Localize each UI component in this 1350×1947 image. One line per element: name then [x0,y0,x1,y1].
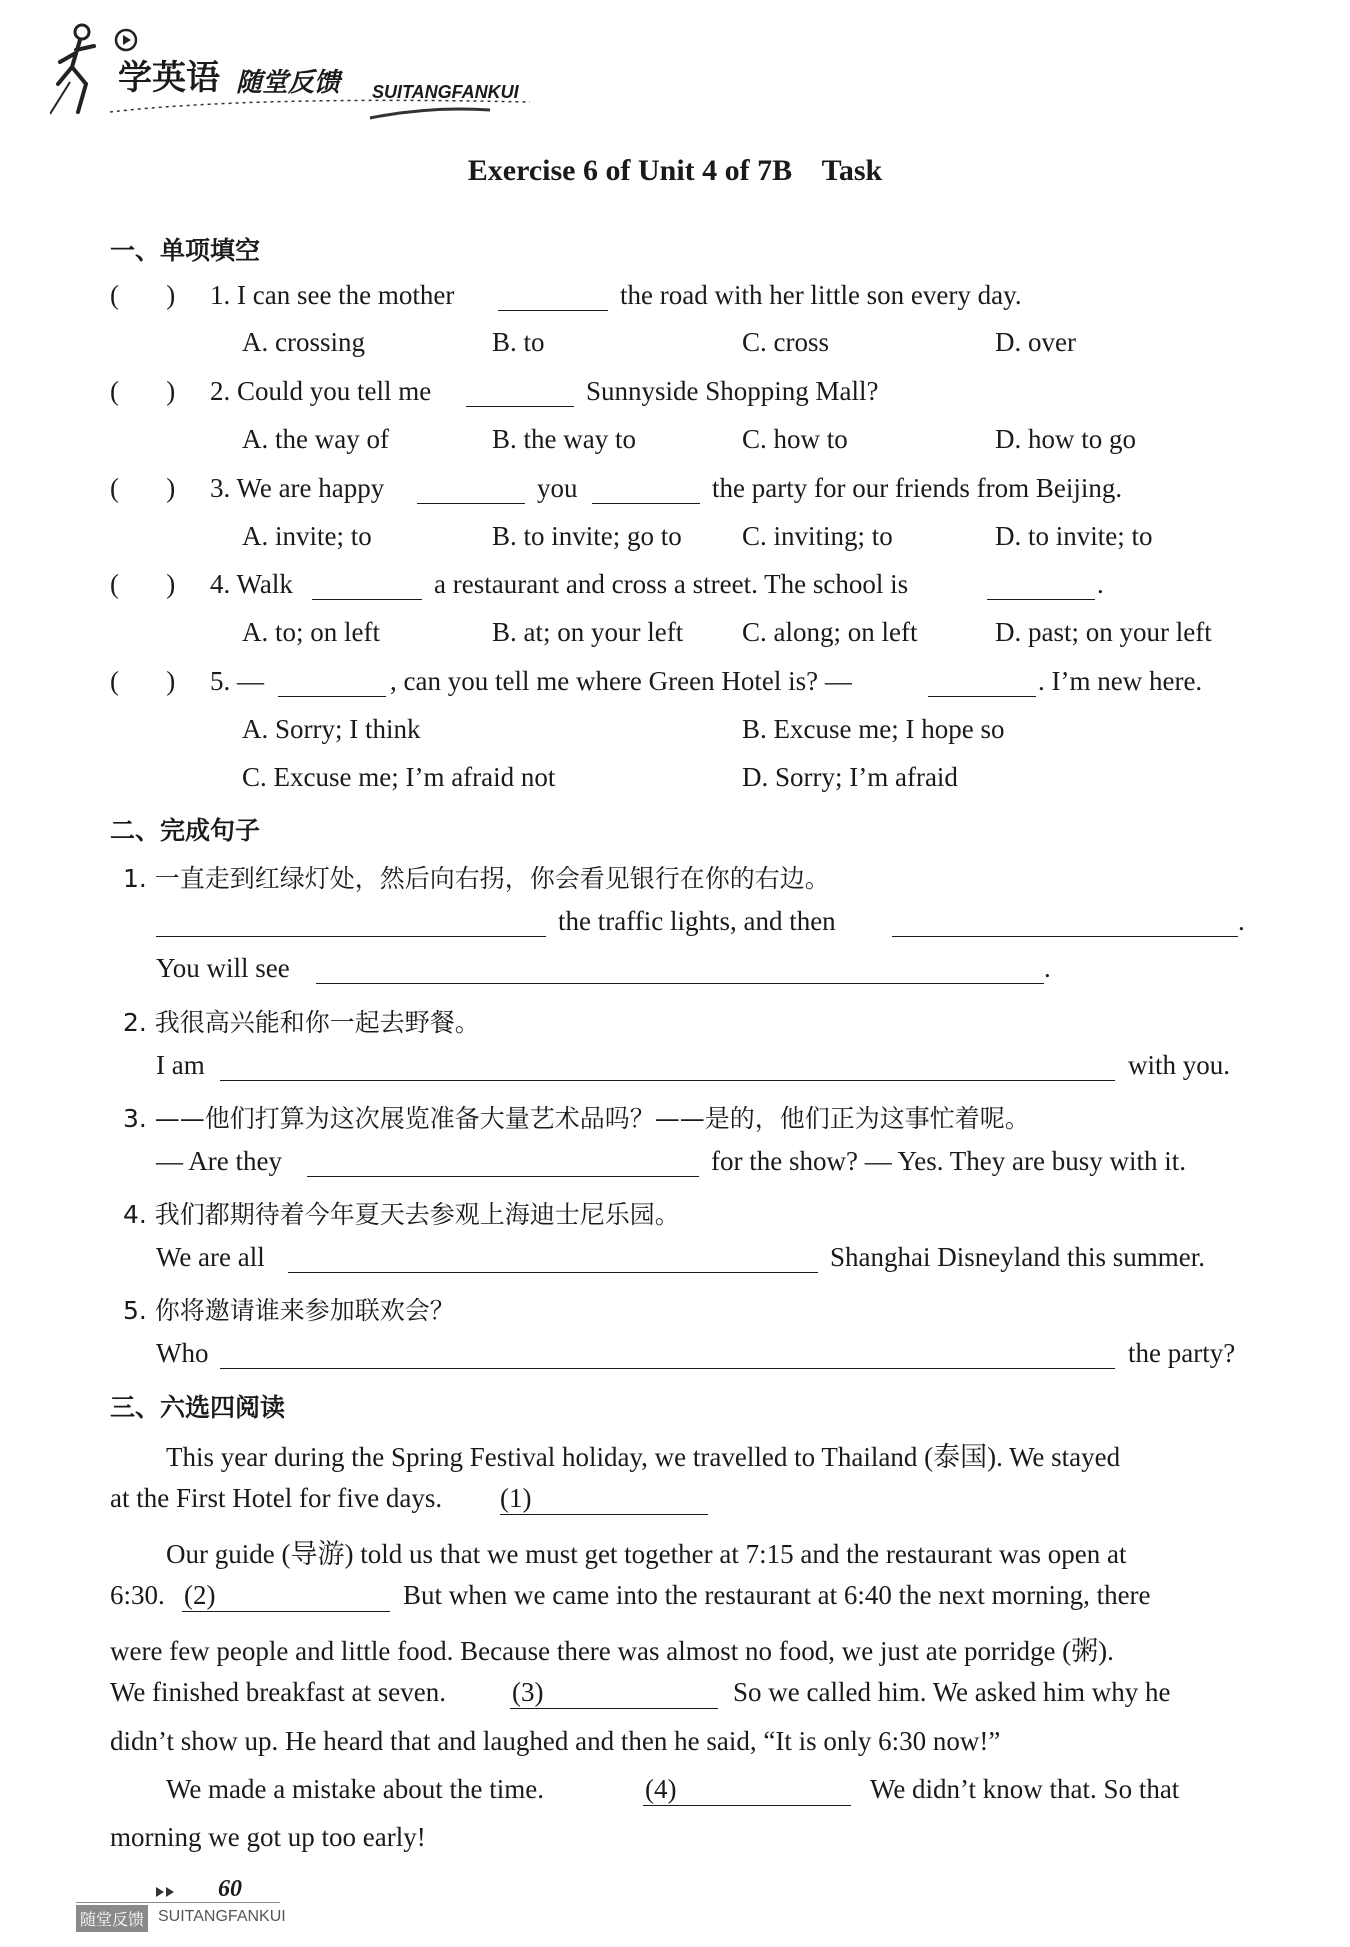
answer-paren[interactable]: ( ) [110,473,176,503]
sentence-text: . [1238,906,1245,936]
footer-rule [76,1902,280,1903]
answer-paren[interactable]: ( ) [110,569,176,599]
option: B. to [492,327,545,357]
answer-blank[interactable] [220,1368,1115,1369]
passage-line: at the First Hotel for five days. [110,1483,443,1513]
passage-line: So we called him. We asked him why he [733,1677,1171,1707]
question-stem: Sunnyside Shopping Mall? [586,376,879,406]
answer-blank[interactable] [156,936,546,937]
question-stem: 5. — [210,666,264,696]
sentence-text: Shanghai Disneyland this summer. [830,1242,1205,1272]
sentence-text: the traffic lights, and then [558,906,836,936]
passage-line: didn’t show up. He heard that and laughed and then he said, “It is only 6:30 now!” [110,1726,1001,1756]
passage-line: We finished breakfast at seven. [110,1677,446,1707]
sentence-prompt: 2. 我很高兴能和你一起去野餐。 [123,1008,480,1037]
option: A. the way of [242,424,389,454]
passage-line: But when we came into the restaurant at 6:40 the next morning, there [403,1580,1151,1610]
answer-blank[interactable] [220,1080,1115,1081]
page-title: Exercise 6 of Unit 4 of 7B Task [467,154,883,187]
sentence-text: with you. [1128,1050,1231,1080]
passage-line: We didn’t know that. So that [870,1774,1180,1804]
option: D. to invite; to [995,521,1153,551]
blank-label: (3) [512,1677,544,1707]
option: A. Sorry; I think [242,714,421,744]
answer-blank[interactable] [510,1708,718,1709]
sentence-prompt: 4. 我们都期待着今年夏天去参观上海迪士尼乐园。 [123,1200,680,1229]
footer-pinyin: SUITANGFANKUI [158,1908,286,1925]
logo-sub: 随堂反馈 [236,68,341,98]
logo-text: 学英语 [118,58,220,98]
option: D. over [995,327,1076,357]
answer-paren[interactable]: ( ) [110,280,176,310]
option: D. past; on your left [995,617,1212,647]
option: A. to; on left [242,617,380,647]
answer-blank[interactable] [500,1514,708,1515]
sentence-text: We are all [156,1242,265,1272]
question-stem: the road with her little son every day. [620,280,1022,310]
passage-line: We made a mistake about the time. [166,1774,544,1804]
sentence-prompt: 1. 一直走到红绿灯处，然后向右拐，你会看见银行在你的右边。 [123,864,830,893]
option: C. along; on left [742,617,918,647]
sentence-text: . [1044,953,1051,983]
question-stem: 3. We are happy [210,473,385,503]
option: A. crossing [242,327,365,357]
page-number: 60 [218,1876,242,1902]
page-arrow-icon [156,1885,182,1899]
blank-label: (1) [500,1483,532,1513]
sentence-text: — Are they [156,1146,282,1176]
question-stem: . [1097,569,1104,599]
sentence-prompt: 3. ——他们打算为这次展览准备大量艺术品吗？——是的，他们正为这事忙着呢。 [123,1104,1030,1133]
section2-heading: 二、完成句子 [110,816,261,845]
answer-blank[interactable] [288,1272,818,1273]
answer-blank[interactable] [182,1611,390,1612]
answer-blank[interactable] [643,1805,851,1806]
answer-blank[interactable] [417,503,525,504]
logo-swoosh [50,84,530,124]
header-logo [50,22,550,122]
question-stem: 4. Walk [210,569,293,599]
answer-blank[interactable] [892,936,1238,937]
answer-blank[interactable] [928,696,1036,697]
passage-line: were few people and little food. Because there was almost no food, we just ate porridge (粥). [110,1636,1114,1666]
footer-tag: 随堂反馈 [76,1905,148,1932]
answer-blank[interactable] [498,310,608,311]
question-stem: 2. Could you tell me [210,376,432,406]
option: D. how to go [995,424,1136,454]
option: B. to invite; go to [492,521,682,551]
answer-paren[interactable]: ( ) [110,666,176,696]
answer-blank[interactable] [316,983,1044,984]
answer-blank[interactable] [307,1176,699,1177]
answer-blank[interactable] [987,599,1095,600]
answer-blank[interactable] [466,406,574,407]
blank-label: (2) [184,1580,216,1610]
option: B. Excuse me; I hope so [742,714,1005,744]
section1-heading: 一、单项填空 [110,236,261,265]
answer-paren[interactable]: ( ) [110,376,176,406]
sentence-text: for the show? — Yes. They are busy with it. [711,1146,1186,1176]
option: D. Sorry; I’m afraid [742,762,958,792]
sentence-text: Who [156,1338,209,1368]
passage-line: 6:30. [110,1580,165,1610]
sentence-prompt: 5. 你将邀请谁来参加联欢会？ [123,1296,455,1325]
sentence-text: the party? [1128,1338,1236,1368]
option: C. Excuse me; I’m afraid not [242,762,556,792]
answer-blank[interactable] [592,503,700,504]
question-stem: 1. I can see the mother [210,280,455,310]
option: B. at; on your left [492,617,684,647]
question-stem: the party for our friends from Beijing. [712,473,1123,503]
question-stem: a restaurant and cross a street. The school is [434,569,909,599]
answer-blank[interactable] [278,696,386,697]
passage-line: morning we got up too early! [110,1822,426,1852]
sentence-text: I am [156,1050,205,1080]
option: C. how to [742,424,848,454]
option: C. cross [742,327,829,357]
question-stem: , can you tell me where Green Hotel is? — [390,666,852,696]
option: C. inviting; to [742,521,893,551]
passage-line: Our guide (导游) told us that we must get together at 7:15 and the restaurant was open at [166,1539,1127,1569]
play-icon [114,28,138,52]
sentence-text: You will see [156,953,290,983]
blank-label: (4) [645,1774,677,1804]
option: B. the way to [492,424,636,454]
logo-pinyin: SUITANGFANKUI [372,82,519,102]
answer-blank[interactable] [312,599,422,600]
option: A. invite; to [242,521,372,551]
question-stem: you [537,473,578,503]
passage-line: This year during the Spring Festival holiday, we travelled to Thailand (泰国). We stayed [166,1442,1121,1472]
section3-heading: 三、六选四阅读 [110,1393,286,1422]
question-stem: . I’m new here. [1038,666,1203,696]
